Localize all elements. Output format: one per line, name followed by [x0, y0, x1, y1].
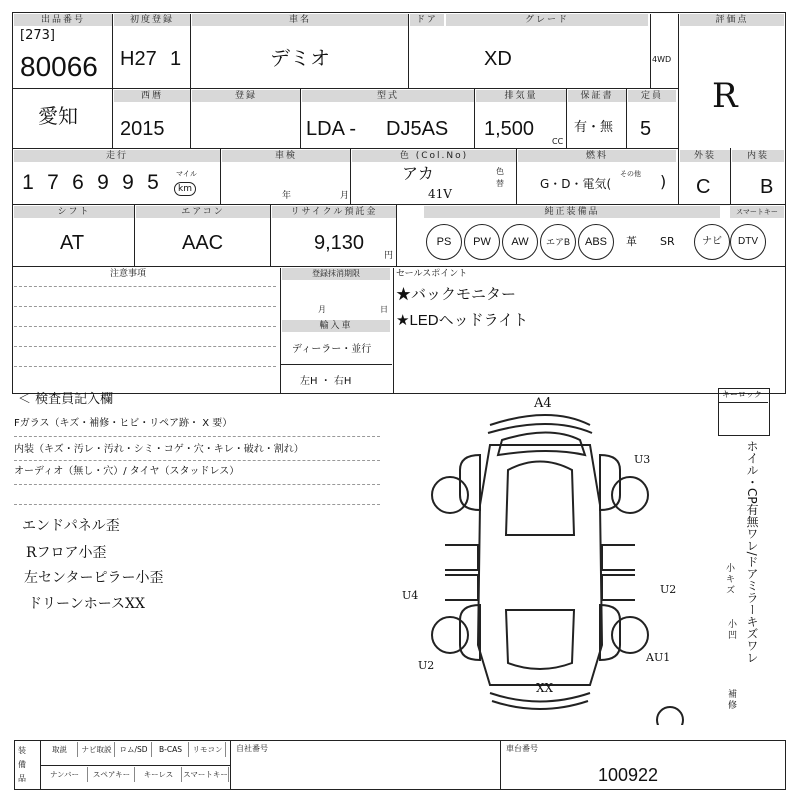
lot-number: 80066: [20, 51, 98, 82]
mileage-digit: 1: [22, 171, 34, 194]
notes-line: [14, 306, 276, 307]
score: R: [712, 76, 738, 116]
header-chassis: 車台番号: [506, 744, 538, 753]
header-equipment: 純正装備品: [424, 206, 720, 218]
wheel-mirror-legend: ホイル・CP有無ワレ/ドアミラーキズワレ: [745, 440, 759, 664]
divider: [500, 740, 501, 790]
divider: [190, 14, 191, 88]
aircon: AAC: [182, 232, 224, 254]
inspector-line-audio: オーディオ（無し・穴）/ タイヤ（スタッドレス）: [14, 466, 240, 477]
header-inspection: 車検: [222, 150, 350, 162]
diagram-mark-rear-right: AU1: [646, 651, 671, 664]
equip-navi-badge: ナビ: [694, 224, 730, 260]
divider: [474, 88, 475, 148]
header-exterior: 外装: [680, 150, 730, 162]
header-grade: グレード: [446, 14, 648, 26]
handwritten-note: 左センターピラー小歪: [24, 570, 164, 586]
first-reg-era: H27: [120, 48, 157, 70]
header-car-name: 車名: [192, 14, 408, 26]
inspection-year-unit: 年: [282, 191, 292, 201]
divider: [112, 88, 113, 148]
serial-number: 100922: [598, 765, 659, 785]
handwritten-note: ドリーンホースXX: [28, 596, 145, 612]
fuel-options: G・D・電気(: [540, 177, 612, 191]
header-smart-key: スマートキー: [730, 206, 784, 218]
checklist-item: B-CAS: [153, 742, 189, 757]
aw-options: 有・無: [574, 120, 614, 135]
mileage-unit: km: [174, 182, 196, 196]
header-shift: シフト: [14, 206, 134, 218]
divider: [396, 204, 397, 266]
header-repair-deadline: 登録抹消期限: [282, 268, 390, 280]
car-diagram: [420, 395, 720, 725]
divider: [270, 204, 271, 266]
equip-leather: 革: [626, 235, 637, 248]
equip-dtv-badge: DTV: [730, 224, 766, 260]
header-serial: 自社番号: [236, 744, 268, 753]
inspection-month-unit: 月: [340, 191, 350, 201]
inspector-line-interior: 内装（キズ・汚レ・汚れ・シミ・コゲ・穴・キレ・破れ・割れ）: [14, 444, 304, 455]
cc-unit: CC: [552, 137, 564, 146]
handwritten-note: Rフロア小歪: [26, 545, 107, 561]
header-aircon: エアコン: [136, 206, 270, 218]
divider: [12, 266, 786, 267]
header-color: 色 (Col.No): [352, 150, 516, 162]
equip-pw-badge: PW: [464, 224, 500, 260]
diagram-mark-rear-left: U2: [418, 659, 435, 672]
divider: [280, 364, 392, 365]
steering-side: 左H ・ 右H: [300, 376, 352, 387]
interior-grade: B: [760, 176, 774, 198]
divider: [626, 88, 627, 148]
divider: [190, 88, 191, 148]
divider: [516, 148, 517, 204]
first-reg-month: 1: [170, 48, 182, 70]
divider: [134, 204, 135, 266]
checklist-item: ナビ取説: [79, 742, 115, 757]
inspector-line: [14, 460, 380, 461]
mileage-digit: 5: [147, 171, 159, 194]
checklist-item: スペアキー: [89, 767, 135, 782]
divider: [300, 88, 301, 148]
header-cc: 排気量: [476, 90, 566, 102]
divider: [408, 14, 409, 88]
mileage-digit: 9: [97, 171, 109, 194]
divider: [12, 148, 678, 149]
divider: [220, 148, 221, 204]
header-recycle: リサイクル預託金: [272, 206, 396, 218]
divider: [350, 148, 351, 204]
inspector-line: [14, 484, 380, 485]
diagram-mark-front-right: U3: [634, 453, 651, 466]
inspector-label: 検査員記入欄: [35, 392, 114, 407]
cc: 1,500: [484, 118, 535, 140]
divider: [718, 402, 768, 403]
shift: AT: [60, 232, 85, 254]
checklist-item: 取説: [42, 742, 78, 757]
equip-airbag-badge: エアB: [540, 224, 576, 260]
capacity: 5: [640, 118, 652, 140]
header-mileage: 走行: [14, 150, 220, 162]
equipment-side-label: 装備品: [18, 746, 26, 783]
lot-bracket: [273]: [20, 28, 55, 43]
mileage-digit: 9: [122, 171, 134, 194]
sales-point-2: ★LEDヘッドライト: [396, 312, 529, 329]
header-aw: 保証書: [568, 90, 626, 102]
dealer-parallel: ディーラー・並行: [292, 344, 372, 355]
side-mark-repair: 補修: [728, 690, 738, 711]
divider: [730, 148, 731, 204]
notes-line: [14, 366, 276, 367]
side-mark-scratch: 小キズ: [726, 564, 736, 596]
divider: [566, 88, 567, 148]
recycle-unit: 円: [384, 251, 394, 261]
color-code: 41V: [428, 187, 452, 201]
diagram-mark-right: U2: [660, 583, 677, 596]
diagram-mark-left: U4: [402, 589, 419, 602]
grade: XD: [484, 48, 512, 70]
header-model: 型式: [302, 90, 474, 102]
header-import: 輸入車: [282, 320, 390, 332]
equip-aw-badge: AW: [502, 224, 538, 260]
grade-note: 4WD: [652, 55, 672, 64]
equip-sunroof: SR: [660, 235, 675, 248]
checklist-item: ロム/SD: [116, 742, 152, 757]
divider: [650, 14, 651, 88]
divider: [112, 14, 113, 88]
inspector-line: [14, 436, 380, 437]
divider: [40, 765, 230, 766]
equip-ps-badge: PS: [426, 224, 462, 260]
notes-line: [14, 286, 276, 287]
color: アカ: [402, 166, 434, 183]
header-sales-points: セールスポイント: [396, 269, 468, 279]
repair-day-label: 日: [380, 305, 388, 314]
checklist-item: リモコン: [190, 742, 226, 757]
model-code: DJ5AS: [386, 118, 449, 140]
header-interior: 内装: [732, 150, 784, 162]
inspector-line-glass: Fガラス（キズ・補修・ヒビ・リペア跡・ X 要）: [14, 418, 233, 429]
handwritten-note: エンドパネル歪: [22, 518, 120, 534]
divider: [678, 14, 679, 204]
exterior-grade: C: [696, 176, 711, 198]
header-doors: ドア: [410, 14, 444, 26]
notes-line: [14, 326, 276, 327]
header-first-reg: 初度登録: [114, 14, 190, 26]
notes-line: [14, 346, 276, 347]
checklist-item: スマートキー: [183, 767, 229, 782]
header-fuel: 燃料: [518, 150, 676, 162]
divider: [12, 204, 786, 205]
car-name: デミオ: [270, 48, 330, 70]
recycle: 9,130: [314, 232, 365, 254]
mileage-digit: 6: [72, 171, 84, 194]
year: 2015: [120, 118, 165, 140]
checklist-item: キーレス: [136, 767, 182, 782]
inspector-line: [14, 504, 380, 505]
mileage-alt-unit: マイル: [176, 170, 197, 178]
divider: [230, 740, 231, 790]
header-score: 評価点: [680, 14, 784, 26]
header-reg: 登録: [192, 90, 300, 102]
header-lot: 出品番号: [14, 14, 112, 26]
header-capacity: 定員: [628, 90, 676, 102]
checklist-item: ナンバー: [42, 767, 88, 782]
mileage-digit: 7: [47, 171, 59, 194]
color-change-label: 色替: [496, 167, 504, 188]
equip-abs-badge: ABS: [578, 224, 614, 260]
side-mark-dent: 小凹: [728, 620, 738, 641]
prefecture: 愛知: [38, 106, 78, 128]
fuel-close: ): [660, 172, 667, 191]
header-year: 西暦: [114, 90, 190, 102]
diagram-mark-rear: XX: [536, 681, 554, 695]
model-prefix: LDA -: [306, 118, 357, 140]
repair-month-label: 月: [318, 305, 326, 314]
sales-point-1: ★バックモニター: [396, 286, 517, 303]
header-notes: 注意事項: [110, 269, 147, 279]
inspector-title: ＜ 検査員記入欄: [18, 392, 114, 407]
diagram-mark-front: A4: [534, 396, 552, 411]
key-lock-label: キーロック: [722, 390, 762, 399]
fuel-other-label: その他: [620, 170, 641, 178]
